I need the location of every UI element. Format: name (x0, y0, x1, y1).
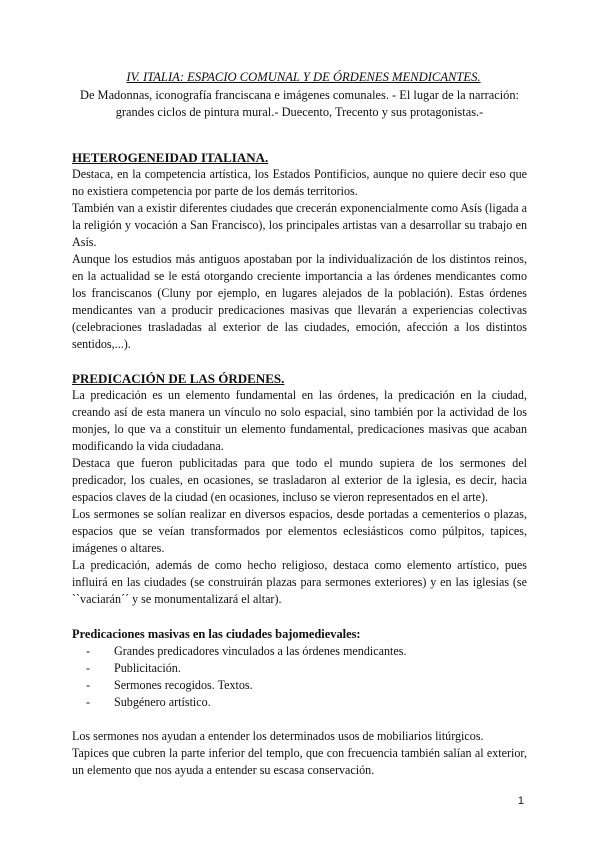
dash-list (72, 643, 527, 711)
document-title: IV. ITALIA: ESPACIO COMUNAL Y DE ÓRDENES MENDICANTES. (126, 70, 481, 84)
document-page (72, 70, 527, 779)
page-number: 1 (517, 795, 524, 807)
paragraph: Destaca, en la competencia artística, los Estados Pontificios, aunque no quiere decir eso que no existiera competencia por parte de los demás territorios. (72, 167, 527, 198)
paragraph: Destaca que fueron publicitadas para que todo el mundo supiera de los sermones del predicador, los cuales, en ocasiones, se trasladaron al exterior de la iglesia, es decir, hacia espacios claves de la ciudad (en ocasiones, incluso se vieron representados en el arte). (72, 456, 527, 504)
section-heterogeneidad (72, 149, 527, 353)
list-item (86, 677, 527, 694)
list-item-text: Subgénero artístico. (114, 695, 211, 709)
closing-block (72, 728, 527, 779)
paragraph: La predicación, además de como hecho religioso, destaca como elemento artístico, pues influirá en las ciudades (se construirán plazas para sermones exteriores) y en las iglesias (se ``vaciarán´´ y se monumentalizará el altar). (72, 558, 527, 606)
section-heading: HETEROGENEIDAD ITALIANA. (72, 150, 269, 165)
list-item (86, 643, 527, 660)
list-item-text: Sermones recogidos. Textos. (114, 678, 253, 692)
list-item (86, 694, 527, 711)
section-predicacion (72, 370, 527, 608)
list-item-text: Publicitación. (114, 661, 181, 675)
paragraph: También van a existir diferentes ciudades que crecerán exponencialmente como Asís (ligada a la religión y vocación a San Francisco), los principales artistas van a desarrollar su trabajo en Asís. (72, 201, 527, 249)
list-marker: - (86, 661, 91, 675)
list-marker: - (86, 678, 91, 692)
paragraph: Los sermones se solían realizar en diversos espacios, desde portadas a cementerios o plazas, espacios que se veían transformados por elementos eclesiásticos como púlpitos, tapices, imágenes o altares. (72, 507, 527, 555)
paragraph: Aunque los estudios más antiguos apostaban por la individualización de los distintos reinos, en la actualidad se le está otorgando creciente importancia a las órdenes mendicantes como los franciscanos (Cluny por ejemplo, en lugares alejados de la población). Estas órdenes mendicantes van a producir predicaciones masivas que llevarán a experiencias colectivas (celebraciones trasladadas al exterior de las ciudades, emoción, afección a los distintos sentidos,...). (72, 252, 527, 351)
list-item-text: Grandes predicadores vinculados a las órdenes mendicantes. (114, 644, 407, 658)
list-block (72, 626, 527, 711)
document-subtitle: De Madonnas, iconografía franciscana e imágenes comunales. - El lugar de la narración: grandes ciclos de pintura mural.- Duecento, Trecento y sus protagonistas.- (80, 88, 519, 119)
list-marker: - (86, 644, 91, 658)
list-marker: - (86, 695, 91, 709)
paragraph: Tapices que cubren la parte inferior del templo, que con frecuencia también salían al exterior, un elemento que nos ayuda a entender su escasa conservación. (72, 746, 527, 777)
paragraph: Los sermones nos ayudan a entender los determinados usos de mobiliarios litúrgicos. (72, 729, 484, 743)
list-item (86, 660, 527, 677)
section-heading: PREDICACIÓN DE LAS ÓRDENES. (72, 371, 285, 386)
paragraph: La predicación es un elemento fundamental en las órdenes, la predicación en la ciudad, creando así de esta manera un vínculo no solo espacial, sino también por la actividad de los monjes, lo que va a constituir un elemento fundamental, predicaciones masivas que acaban modificando la vida ciudadana. (72, 388, 527, 453)
list-heading: Predicaciones masivas en las ciudades bajomedievales: (72, 627, 361, 641)
